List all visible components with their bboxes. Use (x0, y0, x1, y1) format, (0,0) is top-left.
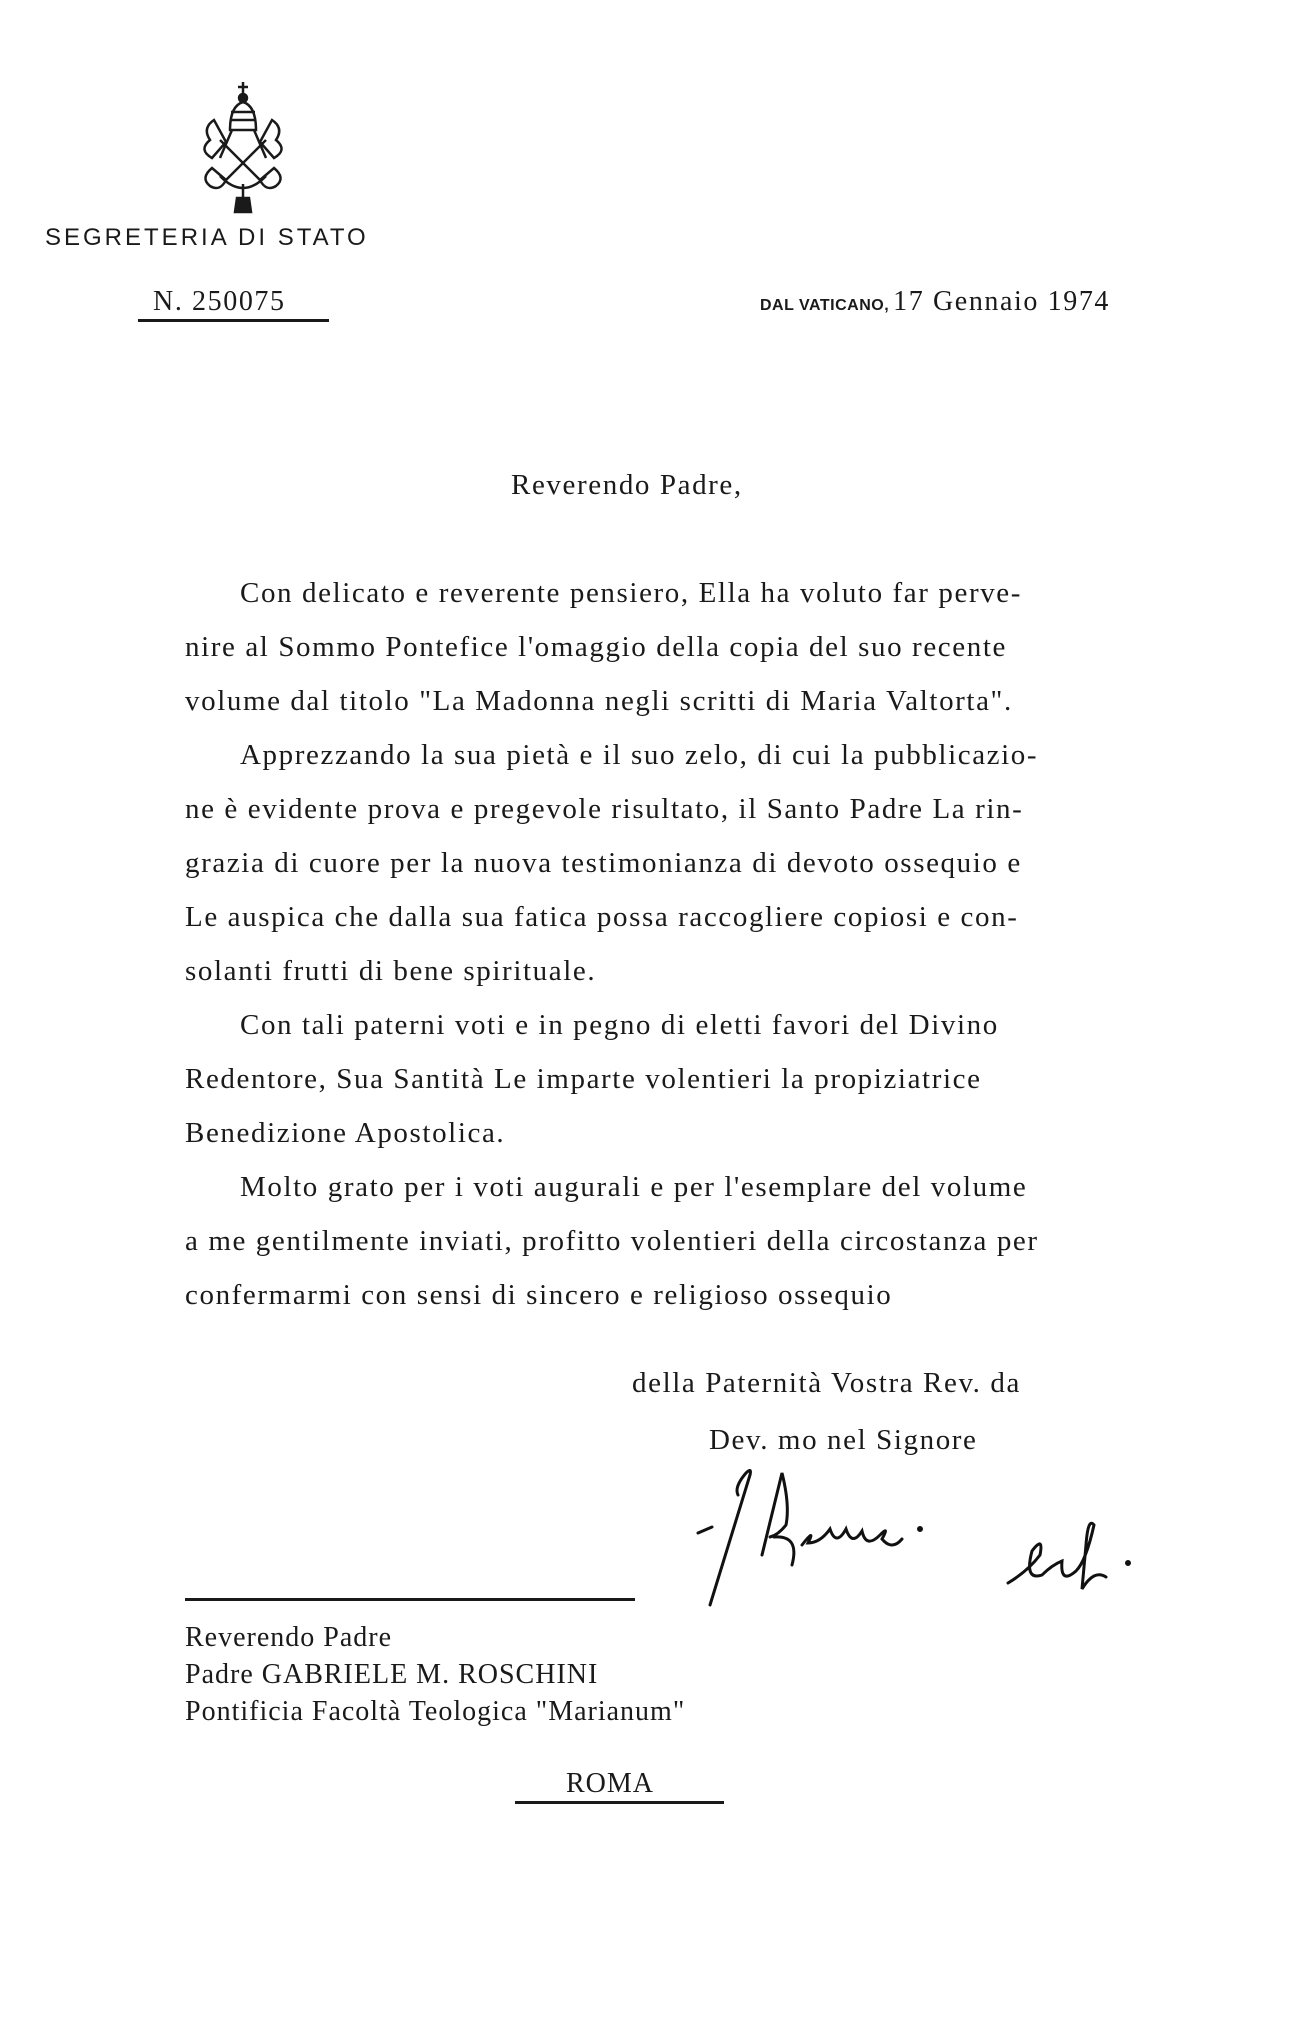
closing-line-2: Dev. mo nel Signore (709, 1424, 978, 1456)
body-line: nire al Sommo Pontefice l'omaggio della copia del suo recente (185, 631, 1007, 663)
body-line: grazia di cuore per la nuova testimonianza di devoto ossequio e (185, 847, 1022, 879)
addressee-line-2: Padre GABRIELE M. ROSCHINI (185, 1659, 599, 1690)
addressee-line-3: Pontificia Facoltà Teologica "Marianum" (185, 1696, 686, 1727)
office-name: SEGRETERIA DI STATO (45, 224, 369, 251)
addressee-line-1: Reverendo Padre (185, 1622, 393, 1653)
protocol-number: N. 250075 (153, 286, 286, 317)
city-underline (515, 1801, 724, 1804)
body-line: volume dal titolo "La Madonna negli scritti di Maria Valtorta". (185, 685, 1013, 717)
body-line: ne è evidente prova e pregevole risultato, il Santo Padre La rin- (185, 793, 1024, 825)
date: 17 Gennaio 1974 (893, 286, 1111, 317)
body-line: a me gentilmente inviati, profitto volentieri della circostanza per (185, 1225, 1039, 1257)
body-line: confermarmi con sensi di sincero e religioso ossequio (185, 1279, 893, 1311)
body-line: Molto grato per i voti augurali e per l'esemplare del volume (240, 1171, 1028, 1203)
papal-emblem-icon (190, 80, 296, 214)
address-separator (185, 1598, 635, 1601)
body-line: Le auspica che dalla sua fatica possa raccogliere copiosi e con- (185, 901, 1019, 933)
addressee-city: ROMA (566, 1768, 655, 1799)
handwritten-signature (690, 1465, 1200, 1610)
place-prefix: DAL VATICANO, (760, 297, 890, 314)
body-line: Con delicato e reverente pensiero, Ella ha voluto far perve- (240, 577, 1023, 609)
dateline (760, 288, 1110, 316)
body-line: solanti frutti di bene spirituale. (185, 955, 597, 987)
body-line: Benedizione Apostolica. (185, 1117, 506, 1149)
body-line: Con tali paterni voti e in pegno di eletti favori del Divino (240, 1009, 999, 1041)
closing-line-1: della Paternità Vostra Rev. da (632, 1367, 1021, 1399)
salutation: Reverendo Padre, (511, 469, 743, 501)
body-line: Apprezzando la sua pietà e il suo zelo, di cui la pubblicazio- (240, 739, 1039, 771)
body-line: Redentore, Sua Santità Le imparte volentieri la propiziatrice (185, 1063, 982, 1095)
protocol-underline (138, 319, 329, 322)
